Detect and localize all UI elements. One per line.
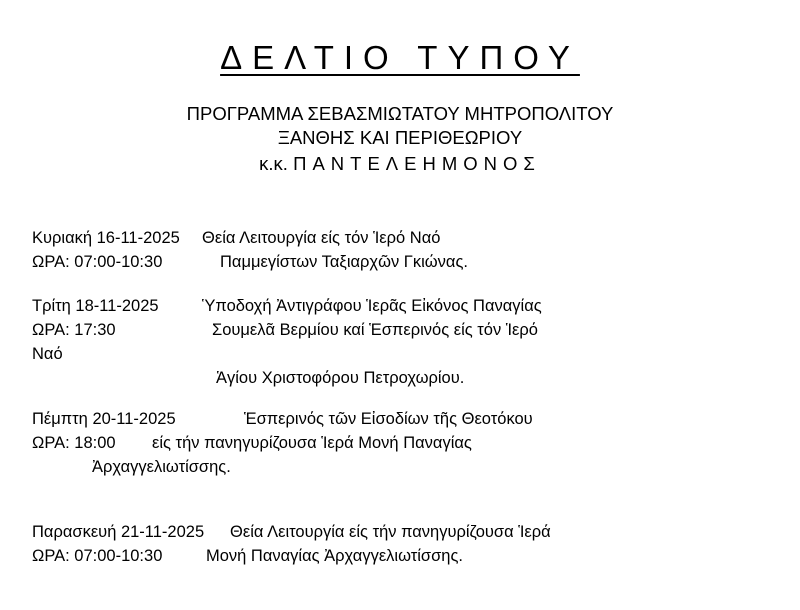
entry-day: Πέμπτη 20-11-2025	[32, 410, 176, 428]
entry-time: ΩΡΑ: 07:00-10:30	[32, 253, 163, 271]
entry-description: Θεία Λειτουργία είς τόν Ἱερό Ναό	[202, 229, 441, 247]
entry-day: Κυριακή 16-11-2025	[32, 229, 180, 247]
header-line-3	[0, 152, 800, 176]
entry-description: Θεία Λειτουργία είς τήν πανηγυρίζουσα Ἱερά	[230, 523, 551, 541]
header-line-1: ΠΡΟΓΡΑΜΜΑ ΣΕΒΑΣΜΙΩΤΑΤΟΥ ΜΗΤΡΟΠΟΛΙΤΟΥ	[186, 103, 614, 124]
metropolitan-name: ΠΑΝΤΕΛΕΗΜΟΝΟΣ	[293, 153, 541, 174]
entry-description: είς τήν πανηγυρίζουσα Ἱερά Μονή Παναγίας	[152, 434, 472, 452]
entry-day: Τρίτη 18-11-2025	[32, 297, 159, 315]
entry-description: Παμμεγίστων Ταξιαρχῶν Γκιώνας.	[220, 253, 468, 271]
entry-time: ΩΡΑ: 07:00-10:30	[32, 547, 163, 565]
entry-time: ΩΡΑ: 17:30	[32, 321, 116, 339]
entry-description: Ἑσπερινός τῶν Εἰσοδίων τῆς Θεοτόκου	[244, 410, 533, 428]
entry-day: Παρασκευή 21-11-2025	[32, 523, 205, 541]
schedule-entry	[32, 407, 772, 479]
header-line-2: ΞΑΝΘΗΣ ΚΑΙ ΠΕΡΙΘΕΩΡΙΟΥ	[277, 127, 523, 148]
entry-description: Ναό	[32, 345, 63, 363]
entry-time: ΩΡΑ: 18:00	[32, 434, 116, 452]
honorific-prefix: κ.κ.	[259, 153, 288, 174]
document-title-text: ΔΕΛΤΙΟ ΤΥΠΟΥ	[220, 39, 580, 76]
entry-description: Ἁγίου Χριστοφόρου Πετροχωρίου.	[216, 369, 465, 387]
entry-description: Σουμελᾶ Βερμίου καί Ἑσπερινός είς τόν Ἱερό	[212, 321, 538, 339]
schedule-entry	[32, 226, 772, 274]
entry-description: Ὑποδοχή Ἀντιγράφου Ἱερᾶς Εἰκόνος Παναγίας	[202, 297, 542, 315]
document-title	[0, 38, 800, 78]
entry-description: Μονή Παναγίας Ἀρχαγγελιωτίσσης.	[206, 547, 463, 565]
schedule-entry	[32, 520, 772, 568]
schedule-entry	[32, 294, 772, 390]
entry-description: Ἀρχαγγελιωτίσσης.	[92, 458, 231, 476]
